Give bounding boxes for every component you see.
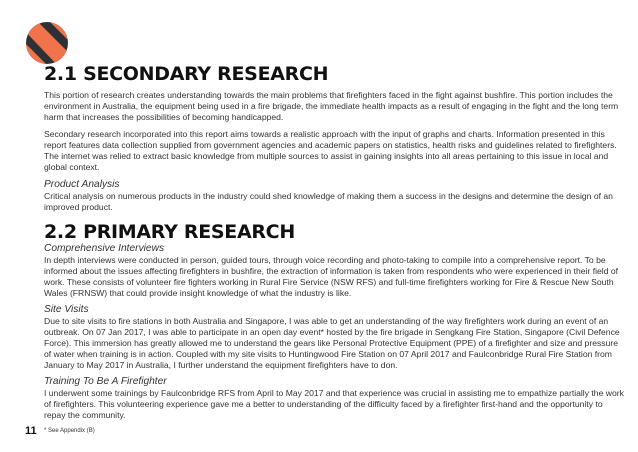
comprehensive-interviews-text: In depth interviews were conducted in person, guided tours, through voice recording and photo-taking to compile into a comprehensive report. To be informed about the issues affecting firefighters in bushfire, the extraction of information is taken from respondents who were experienced in their field of work. These consists of volunteer fire fighters working in Rural Fire Service (NSW RFS) and full-time firefighters working for Fire & Rescue New South Wales (FRNSW) that could provide insight knowledge of what the industry is like. <box>44 255 619 298</box>
training-text: I underwent some trainings by Faulconbridge RFS from April to May 2017 and that experience was crucial in assisting me to empathize partially the work of firefighters. This volunteering experience gave me a better to understanding of the difficulty faced by a firefighter first-hand and the opportunity to repay the community. <box>44 388 624 420</box>
page-content <box>44 63 624 421</box>
product-analysis-text: Critical analysis on numerous products in the industry could shed knowledge of making them a success in the designs and determine the design of an improved product. <box>44 191 613 212</box>
secondary-research-paragraph-2: Secondary research incorporated into this report aims towards a realistic approach with the input of graphs and charts. Information presented in this report features data collection supplied from government agencies and academic papers on statistics, health risks and guidelines related to firefighters. The internet was relied to extract basic knowledge from multiple sources to assist in gaining insights into all areas pertaining to this issue in local and global context. <box>44 129 617 172</box>
page-number: 11 <box>25 425 37 437</box>
subheading-product-analysis: Product Analysis <box>44 179 120 190</box>
section-title-secondary-research: 2.1 SECONDARY RESEARCH <box>44 63 329 85</box>
secondary-research-paragraph-1: This portion of research creates understanding towards the main problems that firefighters faced in the fight against bushfire. This portion includes the environment in Australia, the equipment being used in a fire brigade, the immediate health impacts as a result of engaging in the fight and the long term harm that increases the possibilities of becoming handicapped. <box>44 90 619 122</box>
footnote: * See Appendix (B) <box>44 428 95 434</box>
subheading-training: Training To Be A Firefighter <box>44 376 167 387</box>
section-title-primary-research: 2.2 PRIMARY RESEARCH <box>44 221 295 243</box>
subheading-site-visits: Site Visits <box>44 304 89 315</box>
subheading-comprehensive-interviews: Comprehensive Interviews <box>44 243 165 254</box>
site-visits-text: Due to site visits to fire stations in both Australia and Singapore, I was able to get an understanding of the way firefighters work during an event of an outbreak. On 07 Jan 2017, I was able to participate in an open day event* hosted by the fire brigade in Sengkang Fire Station, Singapore (Civil Defence Force). This immersion has greatly allowed me to understand the gears like Personal Protective Equipment (PPE) of a firefighter and size and pressure of water when training is in action. Coupled with my site visits to Huntingwood Fire Station on 07 April 2017 and Faulconbridge Rural Fire Station from January to May 2017 in Australia, I further understand the equipment firefighters have to don. <box>44 316 620 370</box>
logo-icon <box>26 22 68 64</box>
